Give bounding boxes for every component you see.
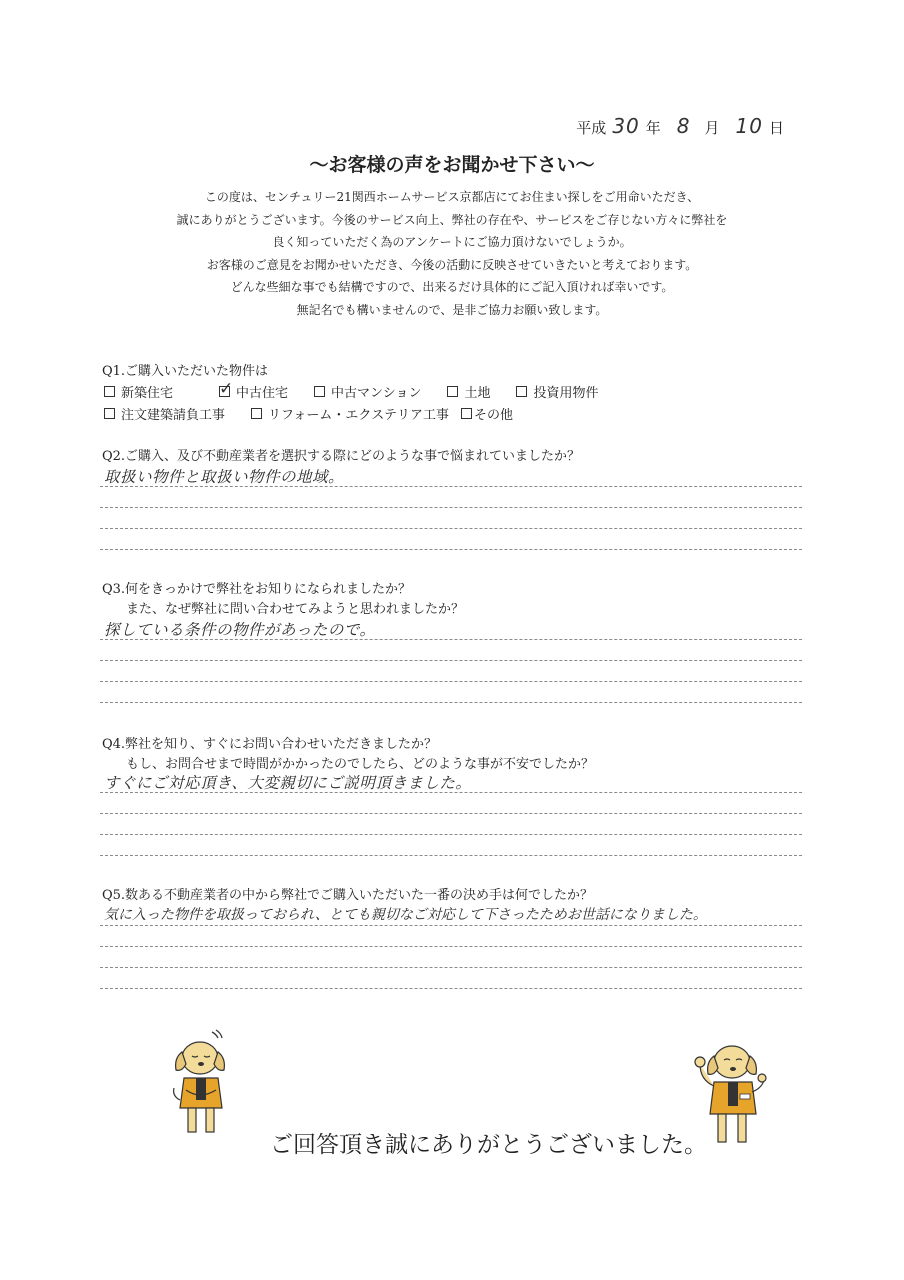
mascot-dog-bowing-icon	[168, 1028, 238, 1136]
q3-question: Q3.何をきっかけで弊社をお知りになられましたか？	[102, 582, 412, 597]
q2-question: Q2.ご購入、及び不動産業者を選択する際にどのような事で悩まれていましたか？	[102, 449, 581, 464]
intro-line: お客様のご意見をお聞かせいただき、今後の活動に反映させていきたいと考えております。	[206, 257, 698, 272]
checkbox[interactable]	[251, 408, 262, 419]
date-day-unit: 日	[768, 119, 784, 137]
option-label: 新築住宅	[121, 386, 174, 401]
q2-answer[interactable]: 取扱い物件と取扱い物件の地域。	[104, 468, 345, 486]
q4-answer[interactable]: すぐにご対応頂き、大変親切にご説明頂きました。	[104, 774, 472, 792]
q1-options-row2	[104, 404, 513, 423]
checkbox-checked[interactable]	[219, 386, 230, 397]
q4-question: Q4.弊社を知り、すぐにお問い合わせいただきましたか？	[102, 737, 438, 752]
option-label: 土地	[464, 386, 491, 401]
answer-line	[100, 855, 802, 856]
closing-message: ご回答頂き誠にありがとうございました。	[270, 1132, 707, 1158]
checkbox[interactable]	[516, 386, 527, 397]
date-year-unit: 年	[645, 119, 661, 137]
answer-line	[100, 702, 802, 703]
mascot-dog-cheering-icon	[690, 1036, 770, 1148]
checkbox[interactable]	[104, 408, 115, 419]
option-new-house[interactable]	[104, 382, 173, 401]
page-title: 〜お客様の声をお聞かせ下さい〜	[309, 154, 595, 176]
q3-sub-wrap	[102, 598, 464, 617]
option-custom-build[interactable]	[104, 404, 225, 423]
checkbox[interactable]	[461, 408, 472, 419]
answer-line	[100, 834, 802, 835]
q3-subquestion: また、なぜ弊社に問い合わせてみようと思われましたか？	[126, 602, 465, 617]
q3-answer[interactable]: 探している条件の物件があったので。	[104, 621, 376, 639]
q1-question: Q1.ご購入いただいた物件は	[102, 364, 269, 379]
answer-line	[100, 486, 802, 487]
checkbox[interactable]	[447, 386, 458, 397]
option-label: リフォーム・エクステリア工事	[268, 408, 449, 423]
checkbox[interactable]	[314, 386, 325, 397]
q5-answer[interactable]: 気に入った物件を取扱っておられ、とても親切なご対応して下さったためお世話になりました。	[104, 907, 707, 923]
option-land[interactable]	[447, 382, 490, 401]
intro-line: 良く知っていただく為のアンケートにご協力頂けないでしょうか。	[272, 235, 632, 249]
answer-line	[100, 681, 802, 682]
intro-line: 誠にありがとうございます。今後のサービス向上、弊社の存在や、サービスをご存じない方々に弊社を	[176, 212, 728, 227]
option-investment[interactable]	[516, 382, 598, 401]
date-era: 平成	[576, 119, 607, 137]
date-day: 10	[735, 114, 763, 138]
intro-paragraph	[0, 186, 904, 321]
q4-subquestion: もし、お問合せまで時間がかかったのでしたら、どのような事が不安でしたか？	[126, 757, 595, 772]
answer-line	[100, 813, 802, 814]
answer-line	[100, 528, 802, 529]
option-label: その他	[473, 408, 513, 423]
answer-line	[100, 660, 802, 661]
intro-line: どんな些細な事でも結構ですので、出来るだけ具体的にご記入頂ければ幸いです。	[230, 280, 674, 294]
answer-line	[100, 967, 802, 968]
intro-line: 無記名でも構いませんので、是非ご協力お願い致します。	[296, 302, 608, 317]
intro-line: この度は、センチュリー21関西ホームサービス京都店にてお住まい探しをご用命いただき、	[204, 190, 700, 204]
q5-question: Q5.数ある不動産業者の中から弊社でご購入いただいた一番の決め手は何でしたか？	[102, 888, 594, 903]
answer-line	[100, 946, 802, 947]
option-used-house[interactable]	[219, 382, 288, 401]
option-label: 注文建築請負工事	[121, 408, 226, 423]
answer-line	[100, 792, 802, 793]
q1-options-row1	[104, 382, 598, 401]
answer-line	[100, 639, 802, 640]
option-reform[interactable]	[251, 404, 449, 423]
date-month-unit: 月	[704, 119, 720, 137]
option-other[interactable]	[461, 404, 513, 423]
date	[576, 114, 784, 138]
answer-line	[100, 988, 802, 989]
answer-line	[100, 507, 802, 508]
date-year: 30	[612, 114, 640, 138]
option-label: 投資用物件	[533, 386, 599, 401]
checkbox[interactable]	[104, 386, 115, 397]
q4-sub-wrap	[102, 753, 594, 772]
date-month: 8	[676, 114, 691, 138]
answer-line	[100, 925, 802, 926]
answer-line	[100, 549, 802, 550]
option-label: 中古マンション	[331, 386, 422, 401]
option-label: 中古住宅	[236, 386, 289, 401]
option-used-mansion[interactable]	[314, 382, 421, 401]
